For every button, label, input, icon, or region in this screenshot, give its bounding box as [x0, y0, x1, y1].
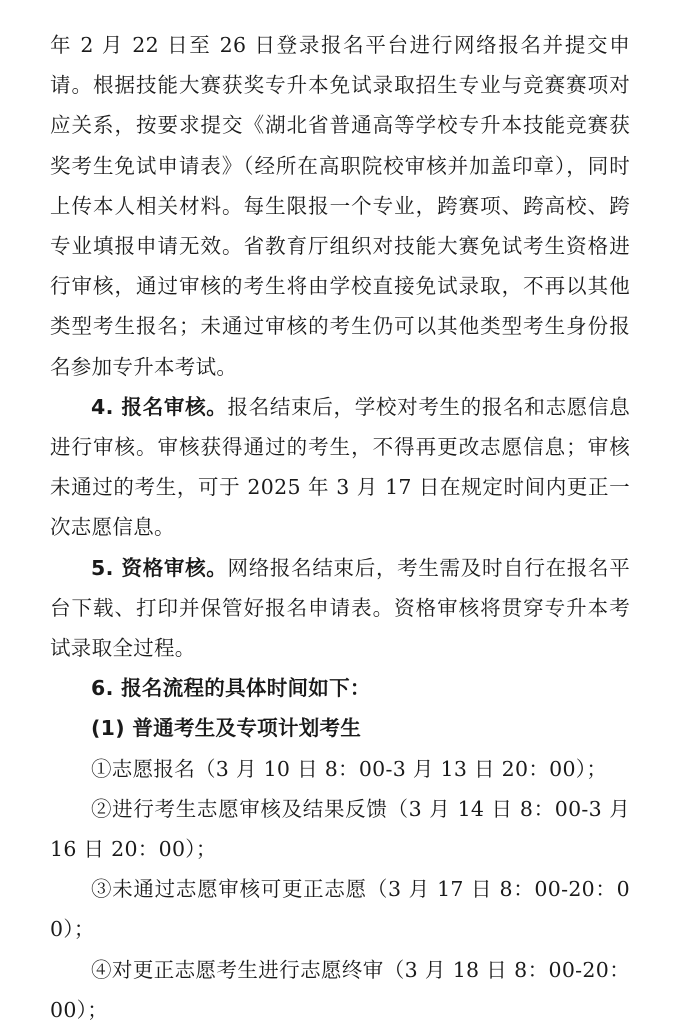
subsection-heading: (1) 普通考生及专项计划考生 [91, 716, 362, 741]
step-text: ④对更正志愿考生进行志愿终审（3 月 18 日 8：00-20：00）； [50, 957, 630, 1022]
paragraph-text: 报名结束后，学校对考生的报名和志愿信息进行审核。审核获得通过的考生，不得再更改志愿信息；审核未通过的考生，可于 2025 年 3 月 17 日在规定时间内更正一次志愿信息。 [50, 394, 630, 540]
paragraph-heading: 4. 报名审核。 [91, 394, 228, 419]
schedule-step-1 [50, 749, 630, 789]
paragraph-continuation [50, 25, 630, 387]
section-heading: 6. 报名流程的具体时间如下： [91, 676, 371, 701]
paragraph-qualification-review [50, 548, 630, 669]
paragraph-text: 年 2 月 22 日至 26 日登录报名平台进行网络报名并提交申请。根据技能大赛获奖专升本免试录取招生专业与竞赛赛项对应关系，按要求提交《湖北省普通高等学校专升本技能竞赛获奖考生免试申请表》（经所在高职院校审核并加盖印章），同时上传本人相关材料。每生限报一个专业，跨赛项、跨高校、跨专业填报申请无效。省教育厅组织对技能大赛免试考生资格进行审核，通过审核的考生将由学校直接免试录取，不再以其他类型考生报名；未通过审核的考生仍可以其他类型考生身份报名参加专升本考试。 [50, 33, 630, 379]
paragraph-text: 网络报名结束后，考生需及时自行在报名平台下载、打印并保管好报名申请表。资格审核将贯穿专升本考试录取全过程。 [50, 555, 630, 661]
document-page [50, 25, 630, 1030]
step-text: ②进行考生志愿审核及结果反馈（3 月 14 日 8：00-3 月 16 日 20：00）； [50, 796, 630, 862]
paragraph-heading: 5. 资格审核。 [91, 555, 228, 580]
schedule-step-2 [50, 789, 630, 869]
paragraph-subsection-heading [50, 708, 630, 748]
schedule-step-3 [50, 869, 630, 949]
step-text: ①志愿报名（3 月 10 日 8：00-3 月 13 日 20：00）； [91, 756, 608, 781]
step-text: ③未通过志愿审核可更正志愿（3 月 17 日 8：00-20：00）； [50, 877, 630, 942]
paragraph-registration-review [50, 387, 630, 548]
paragraph-schedule-heading [50, 668, 630, 708]
schedule-step-4 [50, 950, 630, 1030]
